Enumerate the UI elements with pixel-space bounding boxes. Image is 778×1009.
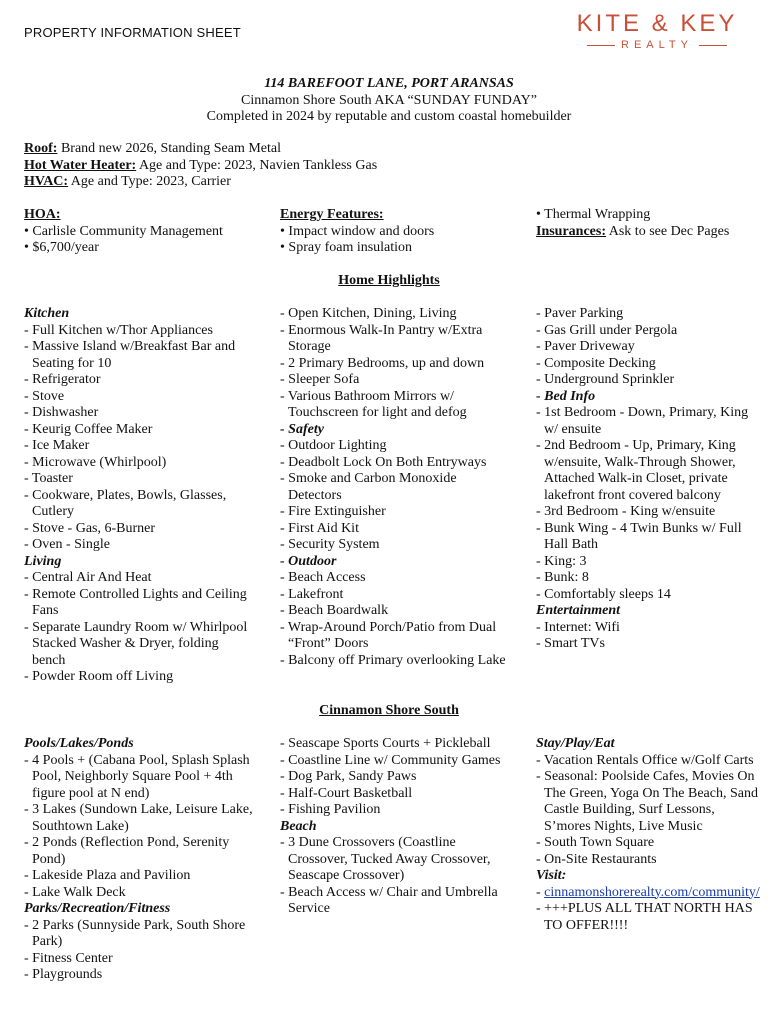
list-item: - 3rd Bedroom - King w/ensuite xyxy=(536,504,716,519)
list-item: - Remote Controlled Lights and Ceiling Fans xyxy=(24,586,247,618)
list-item: - Security System xyxy=(280,537,380,552)
list-item: - Dog Park, Sandy Paws xyxy=(280,769,417,784)
list-item: - Stove - Gas, 6-Burner xyxy=(24,520,156,536)
list-item: - Massive Island w/Breakfast Bar and Seating for 10 xyxy=(24,339,236,371)
fact-value: Age and Type: 2023, Navien Tankless Gas xyxy=(136,157,378,173)
insurance-label: Insurances: xyxy=(536,223,607,239)
list-item: - Ice Maker xyxy=(24,438,90,453)
fact-roof xyxy=(24,141,377,158)
list-item: - Fishing Pavilion xyxy=(280,802,381,817)
list-item: - 2 Ponds (Reflection Pond, Serenity Pond) xyxy=(24,835,230,867)
list-item: - Internet: Wifi xyxy=(536,619,620,635)
property-built: Completed in 2024 by reputable and custom coastal homebuilder xyxy=(206,109,572,124)
list-item: - Paver Parking xyxy=(536,306,624,321)
list-item: - Enormous Walk-In Pantry w/Extra Storage xyxy=(280,322,483,354)
logo-realty: REALTY xyxy=(621,39,693,51)
list-item: - Seascape Sports Courts + Pickleball xyxy=(280,736,491,751)
home-highlights-heading: Home Highlights xyxy=(338,273,440,288)
section-subheading: - Bed Info xyxy=(536,388,596,404)
list-item: - Beach Boardwalk xyxy=(280,603,389,618)
section-subheading: Living xyxy=(24,553,62,569)
insurance-value: Ask to see Dec Pages xyxy=(606,223,730,239)
hoa-item: • $6,700/year xyxy=(24,240,99,255)
list-item: - Sleeper Sofa xyxy=(280,372,360,387)
list-item: - Refrigerator xyxy=(24,372,101,387)
list-item: - Open Kitchen, Dining, Living xyxy=(280,306,457,321)
list-item: - Beach Access xyxy=(280,570,366,585)
list-item: - Vacation Rentals Office w/Golf Carts xyxy=(536,752,754,768)
list-item: - Gas Grill under Pergola xyxy=(536,322,678,338)
website-link[interactable]: cinnamonshorerealty.com/community/ xyxy=(544,884,760,900)
hoa-heading: HOA: xyxy=(24,207,61,222)
home-highlights-col-1 xyxy=(24,306,254,686)
section-subheading: Beach xyxy=(280,818,317,834)
home-highlights-col-2 xyxy=(280,306,512,669)
hoa-section xyxy=(24,207,269,257)
list-item: - Central Air And Heat xyxy=(24,570,152,585)
list-item: - Underground Sprinkler xyxy=(536,372,675,387)
logo-wordmark: KITE & KEY xyxy=(576,10,738,37)
list-item: - Separate Laundry Room w/ Whirlpool Stacked Washer & Dryer, folding bench xyxy=(24,619,248,668)
list-item: - On-Site Restaurants xyxy=(536,851,657,867)
energy-item: • Impact window and doors xyxy=(280,223,435,239)
community-heading: Cinnamon Shore South xyxy=(319,703,459,718)
list-item: - Cookware, Plates, Bowls, Glasses, Cutlery xyxy=(24,487,227,519)
list-item: - Composite Decking xyxy=(536,355,656,371)
hoa-item: • Carlisle Community Management xyxy=(24,223,223,239)
list-item: - +++PLUS ALL THAT NORTH HAS TO OFFER!!!! xyxy=(536,901,753,933)
section-subheading: Pools/Lakes/Ponds xyxy=(24,736,134,751)
list-item: - Powder Room off Living xyxy=(24,669,174,684)
list-item: - Comfortably sleeps 14 xyxy=(536,586,671,602)
list-item xyxy=(536,885,761,902)
list-item: - South Town Square xyxy=(536,835,655,850)
section-subheading: - Safety xyxy=(280,421,324,437)
list-item: - Smoke and Carbon Monoxide Detectors xyxy=(280,471,457,503)
community-col-3 xyxy=(536,736,761,934)
section-subheading: - Outdoor xyxy=(280,553,337,569)
fact-label: Roof: xyxy=(24,141,58,156)
list-item: - Microwave (Whirlpool) xyxy=(24,454,167,470)
energy-item: • Spray foam insulation xyxy=(280,240,413,255)
fact-hvac xyxy=(24,174,377,191)
list-item: - 2 Primary Bedrooms, up and down xyxy=(280,355,485,371)
logo-subline xyxy=(576,38,738,52)
energy-item: • Thermal Wrapping xyxy=(536,207,651,222)
fact-value: Age and Type: 2023, Carrier xyxy=(68,174,231,189)
property-subtitle: Cinnamon Shore South AKA “SUNDAY FUNDAY” xyxy=(241,92,537,108)
list-item: - King: 3 xyxy=(536,553,587,569)
insurance-line xyxy=(536,224,771,241)
list-item: - Keurig Coffee Maker xyxy=(24,421,153,437)
list-item: - Lake Walk Deck xyxy=(24,884,126,900)
home-highlights-col-3 xyxy=(536,306,761,653)
list-item: - 2 Parks (Sunnyside Park, South Shore Park) xyxy=(24,917,246,949)
list-item: - Balcony off Primary overlooking Lake xyxy=(280,652,506,668)
list-item: - Full Kitchen w/Thor Appliances xyxy=(24,322,213,338)
list-item: - Playgrounds xyxy=(24,967,103,982)
section-subheading: Stay/Play/Eat xyxy=(536,736,615,751)
list-item: - Half-Court Basketball xyxy=(280,785,413,801)
section-subheading: Visit: xyxy=(536,868,567,883)
list-item: - Beach Access w/ Chair and Umbrella Service xyxy=(280,884,498,916)
list-item: - Stove xyxy=(24,388,65,404)
list-item: - Toaster xyxy=(24,471,73,486)
list-item: - Oven - Single xyxy=(24,537,110,552)
list-item: - Fitness Center xyxy=(24,950,113,966)
list-item: - Lakefront xyxy=(280,586,344,602)
list-item: - Fire Extinguisher xyxy=(280,504,386,519)
list-item: - Dishwasher xyxy=(24,405,99,420)
list-item: - Bunk Wing - 4 Twin Bunks w/ Full Hall Bath xyxy=(536,520,742,552)
list-dash: - xyxy=(536,884,545,900)
energy-insurance-section xyxy=(536,207,771,240)
energy-heading: Energy Features: xyxy=(280,207,384,222)
logo-rule-left xyxy=(587,45,615,46)
fact-label: Hot Water Heater: xyxy=(24,157,137,173)
section-subheading: Kitchen xyxy=(24,306,70,321)
list-item: - 4 Pools + (Cabana Pool, Splash Splash Pool, Neighborly Square Pool + 4th figure pool at N end) xyxy=(24,752,250,801)
brand-logo xyxy=(576,10,738,52)
energy-section xyxy=(280,207,525,257)
logo-rule-right xyxy=(699,45,727,46)
sheet-title: PROPERTY INFORMATION SHEET xyxy=(24,25,241,40)
list-item: - First Aid Kit xyxy=(280,520,359,536)
list-item: - Bunk: 8 xyxy=(536,570,589,585)
community-col-2 xyxy=(280,736,512,918)
list-item: - Outdoor Lighting xyxy=(280,438,387,453)
fact-water-heater xyxy=(24,158,377,175)
list-item: - Smart TVs xyxy=(536,636,605,651)
section-subheading: Parks/Recreation/Fitness xyxy=(24,901,171,916)
list-item: - Various Bathroom Mirrors w/ Touchscreen for light and defog xyxy=(280,388,467,420)
list-item: - Lakeside Plaza and Pavilion xyxy=(24,868,191,883)
section-subheading: Entertainment xyxy=(536,603,621,618)
community-col-1 xyxy=(24,736,259,984)
list-item: - Coastline Line w/ Community Games xyxy=(280,752,501,768)
list-item: - Seasonal: Poolside Cafes, Movies On The Green, Yoga On The Beach, Sand Castle Building, Surf Lessons, S’mores Nights, Live Music xyxy=(536,769,758,834)
list-item: - Wrap-Around Porch/Patio from Dual “Front” Doors xyxy=(280,619,497,651)
list-item: - Deadbolt Lock On Both Entryways xyxy=(280,454,487,470)
list-item: - 3 Dune Crossovers (Coastline Crossover, Tucked Away Crossover, Seascape Crossover) xyxy=(280,835,491,883)
fact-label: HVAC: xyxy=(24,174,69,189)
property-facts xyxy=(24,141,377,191)
list-item: - Paver Driveway xyxy=(536,339,635,354)
list-item: - 3 Lakes (Sundown Lake, Leisure Lake, Southtown Lake) xyxy=(24,802,253,834)
fact-value: Brand new 2026, Standing Seam Metal xyxy=(57,141,282,156)
property-address: 114 BAREFOOT LANE, PORT ARANSAS xyxy=(264,76,514,91)
list-item: - 1st Bedroom - Down, Primary, King w/ ensuite xyxy=(536,405,749,437)
list-item: - 2nd Bedroom - Up, Primary, King w/ensuite, Walk-Through Shower, Attached Walk-in Closet, private lakefront front covered balcony xyxy=(536,438,736,503)
